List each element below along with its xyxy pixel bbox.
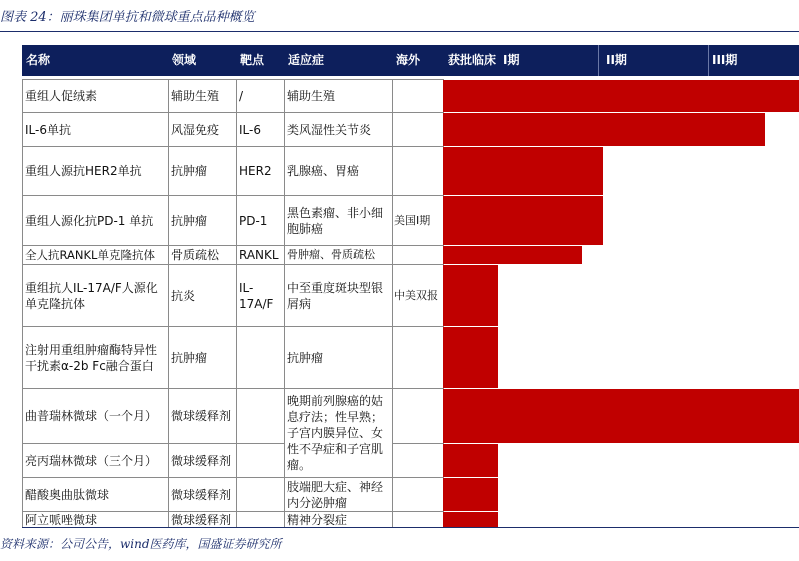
progress-bar [443,196,603,245]
overseas-status: 中美双报 [394,288,438,302]
therapeutic-field: 微球缓释剂 [171,512,232,527]
header-approved-clinical: 获批临床 [448,53,497,67]
header-field: 领域 [172,53,197,67]
drug-target: / [239,89,244,103]
indication: 精神分裂症 [287,512,348,527]
drug-name: 亮丙瑞林微球（三个月） [25,453,158,468]
therapeutic-field: 抗肿瘤 [171,350,208,365]
source-note: 资料来源：公司公告，wind医药库，国盛证券研究所 [0,537,282,551]
drug-name: 重组人源化抗PD-1 单抗 [25,213,154,228]
drug-name: 醋酸奥曲肽微球 [25,487,110,502]
drug-name: 阿立哌唑微球 [25,512,98,527]
therapeutic-field: 微球缓释剂 [171,487,232,502]
progress-bar [443,478,498,511]
table-header [22,45,799,76]
drug-name: 曲普瑞林微球（一个月） [25,409,158,423]
therapeutic-field: 抗炎 [171,288,196,303]
indication: 辅助生殖 [287,89,336,103]
indication: 类风湿性关节炎 [287,122,372,137]
indication: 抗肿瘤 [287,350,324,365]
drug-name: 重组人促绒素 [25,89,98,103]
indication: 晚期前列腺癌的姑息疗法；性早熟；子宫内膜异位、女性不孕症和子宫肌瘤。 [287,394,384,472]
drug-target: IL-6 [239,122,261,137]
drug-target: IL-17A/F [239,280,274,311]
drug-target: PD-1 [239,213,268,228]
progress-bar [443,444,498,477]
header-target: 靶点 [240,53,265,67]
indication: 骨肿瘤、骨质疏松 [287,248,375,261]
drug-name: 重组抗人IL-17A/F人源化单克隆抗体 [25,280,158,311]
therapeutic-field: 骨质疏松 [171,248,220,262]
therapeutic-field: 抗肿瘤 [171,213,208,228]
header-name: 名称 [26,53,51,67]
header-overseas: 海外 [396,53,421,67]
therapeutic-field: 风湿免疫 [171,122,220,137]
drug-target [236,327,284,388]
drug-name: 重组人源抗HER2单抗 [25,164,142,178]
therapeutic-field: 抗肿瘤 [171,164,208,178]
row-divider [392,443,443,444]
progress-bar [443,113,765,146]
bottom-rule [22,527,799,528]
indication: 肢端肥大症、神经内分泌肿瘤 [287,479,384,510]
drug-target: HER2 [239,164,272,178]
drug-name: 注射用重组肿瘤酶特异性干扰素α-2b Fc融合蛋白 [25,342,158,373]
header-phase-1: I期 [503,53,520,67]
progress-bar [443,80,799,112]
top-rule [0,31,799,32]
header-indication: 适应症 [288,53,325,67]
progress-bar [443,246,582,264]
overseas-status: 美国I期 [394,213,431,227]
drug-target [236,389,284,443]
therapeutic-field: 微球缓释剂 [171,453,232,468]
indication: 中至重度斑块型银屑病 [287,280,384,311]
header-phase-2: II期 [606,53,627,67]
drug-name: IL-6单抗 [25,122,71,137]
drug-name: 全人抗RANKL单克隆抗体 [25,248,155,262]
therapeutic-field: 辅助生殖 [171,89,220,103]
indication: 黑色素瘤、非小细胞肺癌 [287,205,384,236]
progress-bar [443,389,799,443]
indication: 乳腺癌、胃癌 [287,164,360,178]
drug-target [236,512,284,527]
progress-bar [443,147,603,195]
progress-bar [443,265,498,326]
progress-bar [443,512,498,527]
drug-target [236,478,284,511]
drug-target [236,444,284,477]
header-divider [708,45,709,76]
therapeutic-field: 微球缓释剂 [171,409,232,423]
progress-bar [443,327,498,388]
drug-target: RANKL [239,248,279,262]
header-phase-3: III期 [712,53,738,67]
figure-caption: 图表 24：丽珠集团单抗和微球重点品种概览 [0,10,255,25]
header-divider [598,45,599,76]
